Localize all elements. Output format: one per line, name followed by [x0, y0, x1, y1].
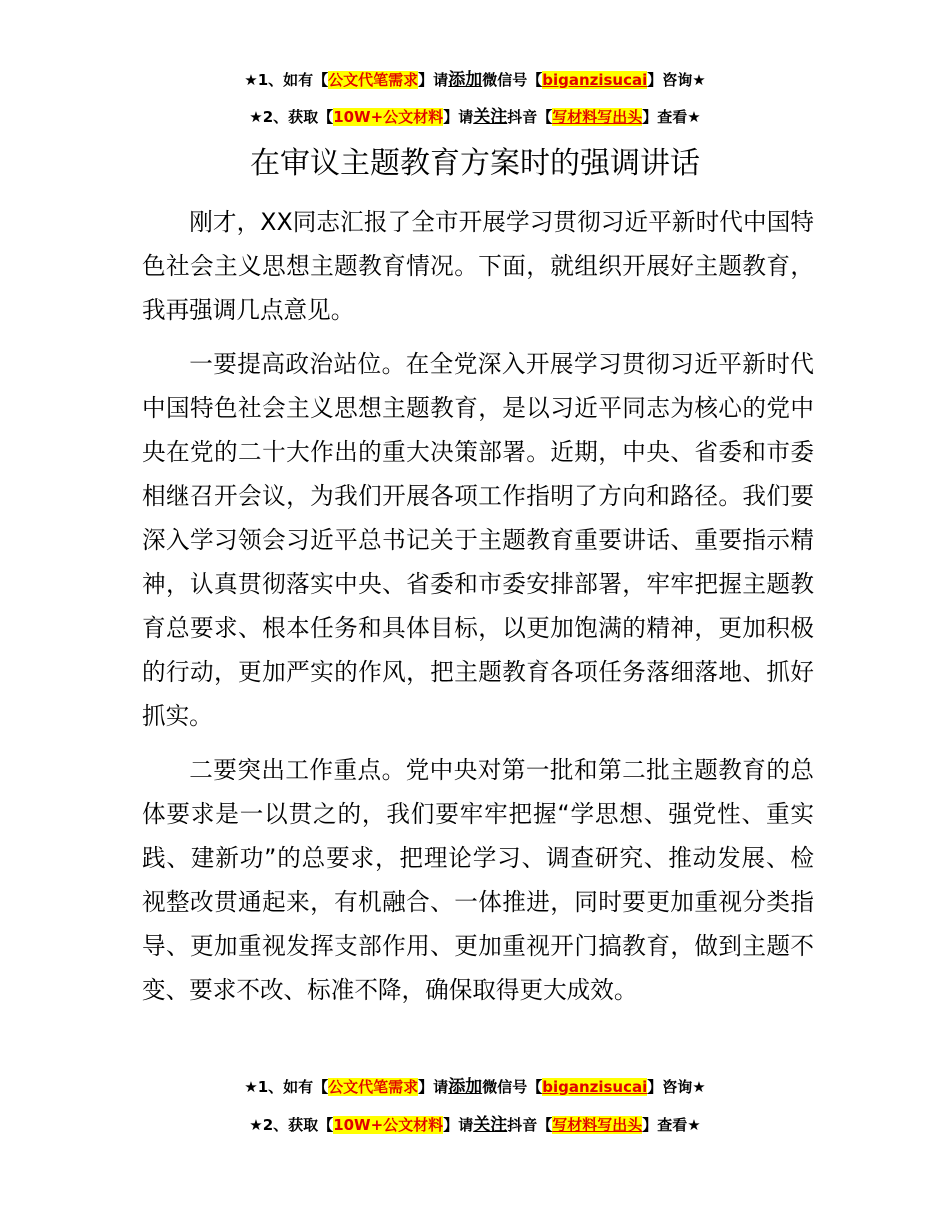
promo-prefix: ★2、获取【 — [249, 108, 334, 126]
promo-emphasis: 添加 — [448, 70, 483, 90]
promo-emphasis: 添加 — [448, 1077, 483, 1097]
promo-top-line-2 — [0, 107, 950, 127]
promo-highlight-materials: 10W+公文材料 — [333, 108, 444, 126]
promo-highlight-wechat-id: biganzisucai — [542, 1078, 648, 1096]
promo-suffix: 】咨询★ — [647, 1078, 706, 1096]
promo-emphasis: 关注 — [473, 107, 508, 127]
promo-bottom-line-1 — [0, 1077, 950, 1097]
promo-suffix: 】咨询★ — [647, 71, 706, 89]
promo-text: 】请 — [443, 108, 474, 126]
promo-suffix: 】查看★ — [642, 1116, 701, 1134]
promo-text: 】请 — [418, 1078, 449, 1096]
promo-suffix: 】查看★ — [642, 108, 701, 126]
document-title: 在审议主题教育方案时的强调讲话 — [250, 146, 700, 181]
paragraph-political-stance: 一要提高政治站位。在全党深入开展学习贯彻习近平新时代中国特色社会主义思想主题教育，是以习近平同志为核心的党中央在党的二十大作出的重大决策部署。近期，中央、省委和市委相继召开会议，为我们开展各项工作指明了方向和路径。我们要深入学习领会习近平总书记关于主题教育重要讲话、重要指示精神，认真贯彻落实中央、省委和市委安排部署，牢牢把握主题教育总要求、根本任务和具体目标，以更加饱满的精神，更加积极的行动，更加严实的作风，把主题教育各项任务落细落地、抓好抓实。 — [142, 350, 814, 730]
promo-highlight-materials: 10W+公文材料 — [333, 1116, 444, 1134]
promo-emphasis: 关注 — [473, 1115, 508, 1135]
promo-bottom-line-2 — [0, 1115, 950, 1135]
promo-highlight-service: 公文代笔需求 — [328, 71, 419, 89]
promo-highlight-douyin-id: 写材料写出头 — [552, 108, 643, 126]
document-body — [142, 200, 814, 1022]
promo-prefix: ★1、如有【 — [244, 1078, 329, 1096]
paragraph-intro: 刚才，XX同志汇报了全市开展学习贯彻习近平新时代中国特色社会主义思想主题教育情况。下面，就组织开展好主题教育，我再强调几点意见。 — [142, 208, 814, 324]
promo-highlight-douyin-id: 写材料写出头 — [552, 1116, 643, 1134]
promo-prefix: ★2、获取【 — [249, 1116, 334, 1134]
promo-text: 微信号【 — [482, 71, 543, 89]
promo-highlight-service: 公文代笔需求 — [328, 1078, 419, 1096]
paragraph-work-focus: 二要突出工作重点。党中央对第一批和第二批主题教育的总体要求是一以贯之的，我们要牢牢把握“学思想、强党性、重实践、建新功”的总要求，把理论学习、调查研究、推动发展、检视整改贯通起来，有机融合、一体推进，同时要更加重视分类指导、更加重视发挥支部作用、更加重视开门搞教育，做到主题不变、要求不改、标准不降，确保取得更大成效。 — [142, 756, 814, 1004]
promo-text: 微信号【 — [482, 1078, 543, 1096]
promo-text: 】请 — [418, 71, 449, 89]
promo-prefix: ★1、如有【 — [244, 71, 329, 89]
promo-text: 抖音【 — [507, 108, 553, 126]
promo-highlight-wechat-id: biganzisucai — [542, 71, 648, 89]
promo-text: 】请 — [443, 1116, 474, 1134]
promo-text: 抖音【 — [507, 1116, 553, 1134]
promo-top-line-1 — [0, 70, 950, 90]
